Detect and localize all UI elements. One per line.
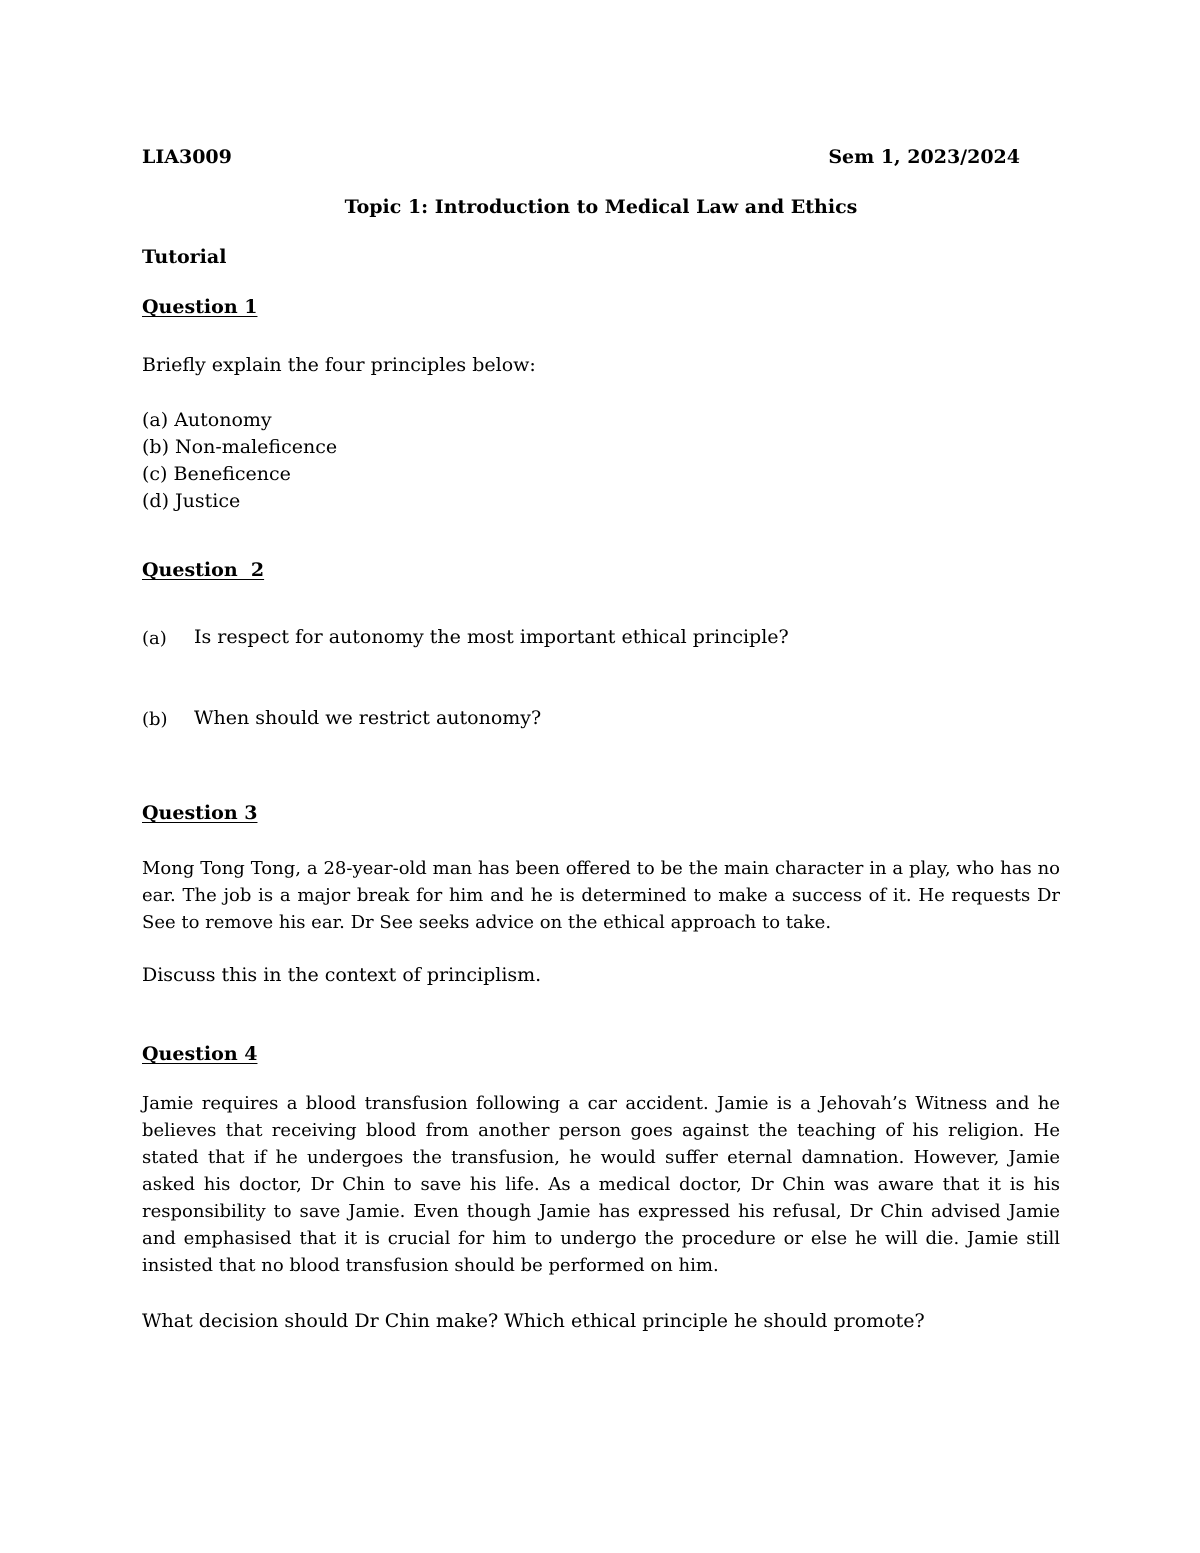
topic-title: Topic 1: Introduction to Medical Law and Ethics — [344, 196, 858, 218]
course-code: LIA3009 — [142, 146, 232, 168]
question-1-heading: Question 1 — [142, 296, 258, 318]
question-2a-text: Is respect for autonomy the most important ethical principle? — [194, 626, 789, 648]
list-item: (b) Non-maleficence — [142, 436, 338, 458]
question-4-scenario: Jamie requires a blood transfusion following a car accident. Jamie is a Jehovah’s Witness and he believes that receiving blood from another person goes against the teaching of his religion. He stated that if he undergoes the transfusion, he would suffer eternal damnation. However, Jamie asked his doctor, Dr Chin to save his life. As a medical doctor, Dr Chin was aware that it is his responsibility to save Jamie. Even though Jamie has expressed his refusal, Dr Chin advised Jamie and emphasised that it is crucial for him to undergo the procedure or else he will die. Jamie still insisted that no blood transfusion should be performed on him. — [142, 1093, 1060, 1276]
question-4-heading: Question 4 — [142, 1043, 258, 1065]
document-page — [142, 0, 1060, 1553]
question-1-list — [142, 407, 337, 515]
list-item: (c) Beneficence — [142, 463, 291, 485]
list-item: (d) Justice — [142, 490, 241, 512]
semester-label: Sem 1, 2023/2024 — [828, 146, 1020, 168]
question-4-task: What decision should Dr Chin make? Which ethical principle he should promote? — [142, 1310, 925, 1332]
list-item: (a) Autonomy — [142, 409, 272, 431]
question-2a-label: (a) — [142, 628, 167, 649]
question-1-prompt: Briefly explain the four principles below: — [142, 354, 536, 376]
question-2b-text: When should we restrict autonomy? — [194, 707, 542, 729]
question-3-heading: Question 3 — [142, 802, 258, 824]
section-label: Tutorial — [142, 246, 227, 268]
question-3-scenario: Mong Tong Tong, a 28-year-old man has been offered to be the main character in a play, who has no ear. The job is a major break for him and he is determined to make a success of it. He requests Dr See to remove his ear. Dr See seeks advice on the ethical approach to take. — [142, 858, 1060, 933]
question-2-heading: Question 2 — [142, 559, 265, 581]
question-3-task: Discuss this in the context of principlism. — [142, 964, 542, 986]
question-2b-label: (b) — [142, 709, 168, 730]
